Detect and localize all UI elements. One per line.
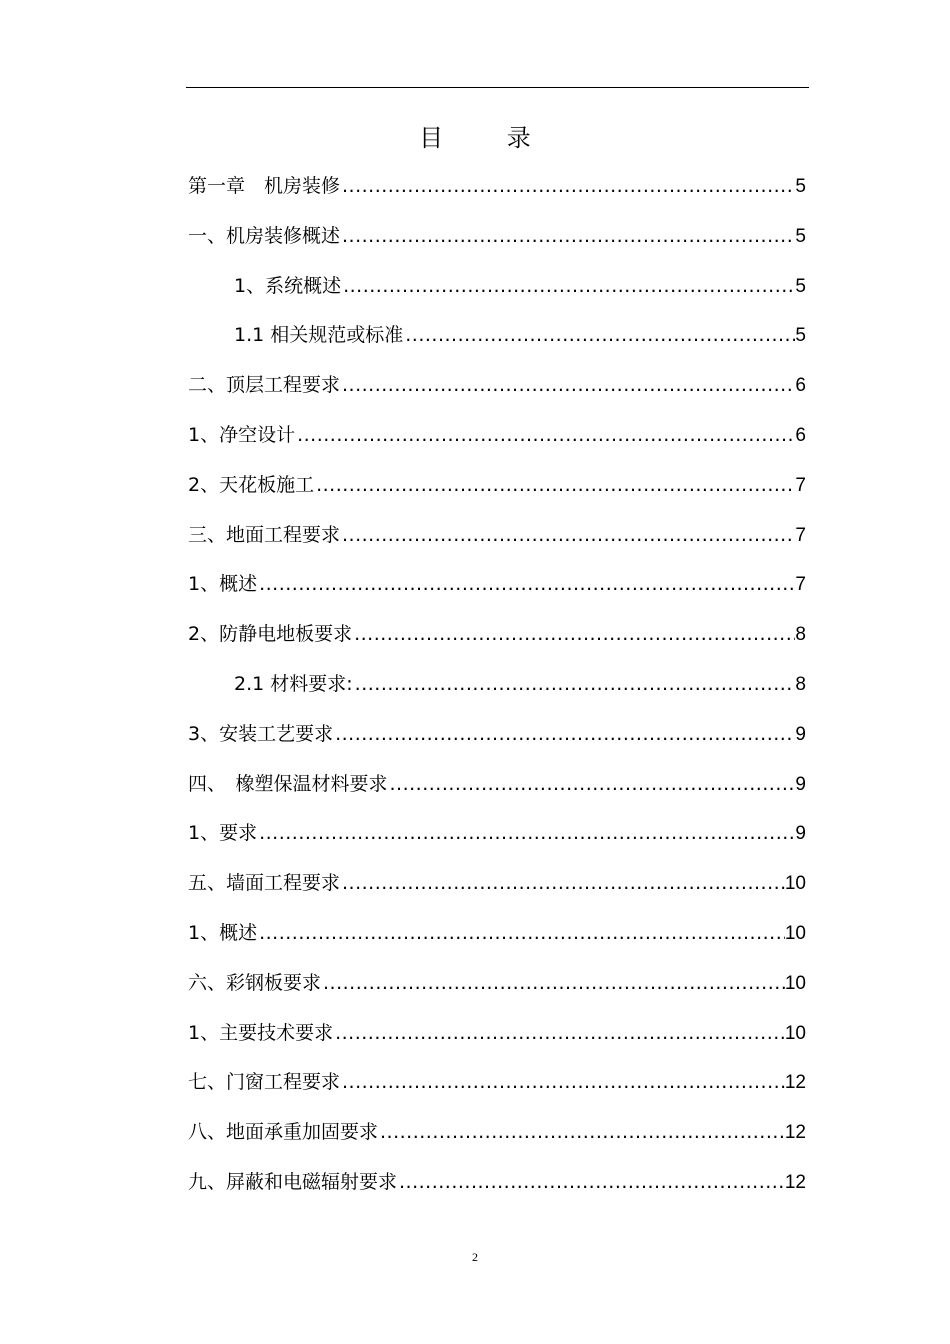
- toc-dot-leader: [340, 367, 795, 403]
- toc-entry-page: 6: [795, 375, 806, 397]
- toc-entry[interactable]: [188, 766, 806, 816]
- toc-dot-leader: [321, 965, 785, 1001]
- toc-entry-page: 12: [784, 1171, 806, 1193]
- toc-entry-label: 五、墙面工程要求: [188, 872, 341, 895]
- toc-entry[interactable]: [188, 168, 806, 218]
- toc-dot-leader: [403, 317, 795, 353]
- toc-entry-label: 九、屏蔽和电磁辐射要求: [188, 1170, 398, 1193]
- toc-entry-label: 2、防静电地板要求: [188, 623, 353, 646]
- toc-entry[interactable]: [188, 915, 806, 965]
- toc-entry-label: 三、地面工程要求: [188, 523, 341, 546]
- toc-entry-page: 8: [795, 673, 806, 695]
- toc-dot-leader: [257, 915, 785, 951]
- toc-entry-page: 10: [784, 922, 806, 944]
- toc-entry[interactable]: [188, 317, 806, 367]
- toc-entry-page: 9: [795, 773, 806, 795]
- toc-entry-label: 八、地面承重加固要求: [188, 1121, 379, 1144]
- toc-entry[interactable]: [188, 815, 806, 865]
- toc-entry[interactable]: [188, 616, 806, 666]
- toc-dot-leader: [353, 666, 796, 702]
- toc-entry-page: 7: [795, 524, 806, 546]
- toc-entry-label: 1、主要技术要求: [188, 1021, 334, 1044]
- toc-dot-leader: [340, 1064, 785, 1100]
- toc-entry-page: 10: [784, 873, 806, 895]
- toc-entry[interactable]: [188, 1164, 806, 1214]
- toc-entry-label: 二、顶层工程要求: [188, 374, 341, 397]
- toc-dot-leader: [340, 517, 795, 553]
- toc-entry[interactable]: [188, 517, 806, 567]
- toc-entry-label: 1、要求: [188, 822, 258, 845]
- table-of-contents: [188, 168, 806, 1214]
- toc-entry-label: 2、天花板施工: [188, 473, 315, 496]
- toc-entry-label: 2.1 材料要求:: [234, 672, 353, 695]
- toc-entry[interactable]: [188, 417, 806, 467]
- toc-entry[interactable]: [188, 965, 806, 1015]
- toc-entry[interactable]: [188, 367, 806, 417]
- toc-entry-page: 5: [795, 176, 806, 197]
- toc-entry[interactable]: [188, 1064, 806, 1114]
- toc-entry-page: 7: [795, 474, 806, 496]
- toc-entry-page: 9: [795, 823, 806, 845]
- toc-entry-label: 四、 橡塑保温材料要求: [188, 772, 388, 795]
- toc-dot-leader: [341, 268, 795, 304]
- toc-dot-leader: [333, 716, 795, 752]
- toc-entry-page: 5: [795, 325, 806, 347]
- toc-entry-page: 7: [795, 574, 806, 596]
- toc-dot-leader: [333, 1015, 785, 1051]
- toc-entry[interactable]: [188, 865, 806, 915]
- toc-entry-page: 12: [784, 1072, 806, 1094]
- toc-entry[interactable]: [188, 467, 806, 517]
- toc-dot-leader: [352, 616, 795, 652]
- toc-entry-label: 七、门窗工程要求: [188, 1071, 341, 1094]
- toc-dot-leader: [340, 168, 795, 204]
- toc-title: 目 录: [419, 124, 559, 152]
- toc-entry-page: 9: [795, 723, 806, 745]
- toc-entry[interactable]: [188, 716, 806, 766]
- toc-dot-leader: [388, 766, 796, 802]
- toc-dot-leader: [397, 1164, 785, 1200]
- toc-entry[interactable]: [188, 268, 806, 318]
- header-rule: [186, 87, 809, 88]
- toc-entry-label: 1、概述: [188, 921, 258, 944]
- toc-dot-leader: [257, 815, 795, 851]
- toc-dot-leader: [314, 467, 795, 503]
- toc-entry-label: 第一章 机房装修: [188, 175, 341, 197]
- toc-entry-label: 3、安装工艺要求: [188, 722, 334, 745]
- toc-dot-leader: [340, 218, 795, 254]
- toc-entry-page: 5: [795, 225, 806, 247]
- toc-entry-label: 1、净空设计: [188, 423, 296, 446]
- toc-entry[interactable]: [188, 1015, 806, 1065]
- toc-entry-page: 10: [784, 972, 806, 994]
- toc-entry-page: 5: [795, 275, 806, 297]
- toc-entry-page: 10: [784, 1022, 806, 1044]
- toc-entry[interactable]: [188, 566, 806, 616]
- toc-dot-leader: [340, 865, 785, 901]
- toc-entry-label: 一、机房装修概述: [188, 224, 341, 247]
- toc-entry-label: 1、概述: [188, 573, 258, 596]
- toc-entry[interactable]: [188, 666, 806, 716]
- toc-entry-page: 6: [795, 424, 806, 446]
- toc-dot-leader: [257, 566, 795, 602]
- toc-entry[interactable]: [188, 218, 806, 268]
- toc-entry-page: 12: [784, 1122, 806, 1144]
- toc-entry-label: 1.1 相关规范或标准: [234, 324, 404, 347]
- toc-dot-leader: [295, 417, 795, 453]
- toc-entry-label: 六、彩钢板要求: [188, 971, 322, 994]
- toc-entry-label: 1、系统概述: [234, 274, 342, 297]
- toc-entry-page: 8: [795, 624, 806, 646]
- page-number: 2: [472, 1250, 478, 1264]
- toc-dot-leader: [378, 1114, 785, 1150]
- toc-entry[interactable]: [188, 1114, 806, 1164]
